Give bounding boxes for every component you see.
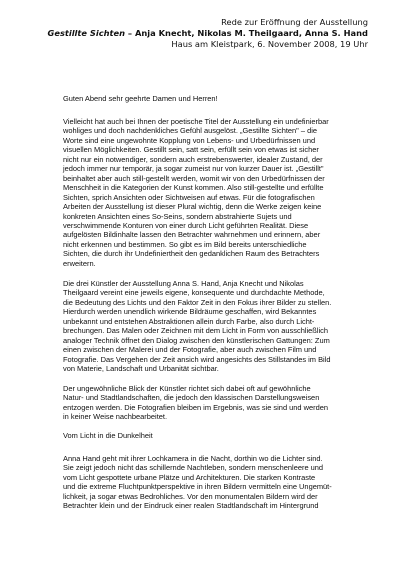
text-line: entzogen werden. Die Fotografien bleiben im Ergebnis, was sie sind und werden	[63, 402, 329, 412]
text-line: vom Licht gespottete urbane Plätze und Architekturen. Die starken Kontraste	[63, 472, 316, 482]
text-line: Anna Hand geht mit ihrer Lochkamera in die Nacht, dorthin wo die Lichter sind.	[63, 454, 323, 463]
text-line: Menschheit in die Kategorien der Kunst kommen. Also still-gestellte und erfüllte	[63, 183, 324, 193]
paragraph-artists	[63, 279, 369, 374]
text-line: aufgelösten Bildinhalte lassen den Betrachter wahrnehmen und erinnern, aber	[63, 230, 321, 240]
text-line: jedoch immer nur temporär, ja sogar zumeist nur von kurzer Dauer ist. „Gestillt"	[63, 164, 324, 174]
subheading-text: Vom Licht in die Dunkelheit	[63, 431, 153, 440]
header-occasion: Rede zur Eröffnung der Ausstellung	[221, 17, 368, 27]
greeting-text: Guten Abend sehr geehrte Damen und Herren!	[63, 94, 218, 103]
text-line: Sichten, sprich Ansichten oder Sichtweisen auf etwas. Für die fotografischen	[63, 192, 315, 202]
text-line: Vielleicht hat auch bei Ihnen der poetische Titel der Ausstellung ein undefinierbar	[63, 117, 329, 126]
greeting	[63, 94, 369, 103]
text-line: Natur- und Stadtlandschaften, die jedoch den klassischen Darstellungsweisen	[63, 393, 320, 403]
text-line: Die drei Künstler der Ausstellung Anna S. Hand, Anja Knecht und Nikolas	[63, 279, 304, 288]
text-line: die Bedeutung des Lichts und den Faktor Zeit in den Fokus ihrer Bilder zu stellen.	[63, 297, 332, 307]
text-line: Der ungewöhnliche Blick der Künstler richtet sich dabei oft auf gewöhnliche	[63, 384, 311, 393]
text-line: visuellen Möglichkeiten. Gestillt sein, satt sein, erfüllt sein von etwas ist sicher	[63, 145, 319, 155]
exhibition-artists: Anja Knecht, Nikolas M. Theilgaard, Anna S. Hand	[134, 28, 368, 38]
title-separator: –	[125, 28, 135, 38]
text-line: Betrachter klein und der Eindruck einer realen Stadtlandschaft im Hintergrund	[63, 501, 319, 511]
text-line: analoger Technik öffnet den Dialog zwischen den künstlerischen Gattungen: Zum	[63, 335, 330, 345]
text-line: nicht nur ein notwendiger, sondern auch erstrebenswerter, idealer Zustand, der	[63, 154, 323, 164]
paragraph-view	[63, 384, 369, 422]
text-line: Worte sind eine ungewohnte Kopplung von Lebens- und Urbedürfnissen und	[63, 135, 316, 145]
text-line: in keiner Weise nachbearbeitet.	[63, 412, 168, 422]
text-line: Theilgaard vereint eine jeweils eigene, konsequente und durchdachte Methode,	[63, 288, 325, 298]
text-line: erweitern.	[63, 258, 96, 268]
text-line: konkreten Ansichten eines So-Seins, sondern abstrahierte Sujets und	[63, 211, 292, 221]
text-line: verschwimmende Konturen von einer durch Licht geführten Realität. Diese	[63, 220, 309, 230]
paragraph-anna-hand	[63, 454, 369, 511]
document-header	[48, 17, 368, 50]
text-line: und die extreme Fluchtpunktperspektive in ihren Bildern vermitteln eine Ungemüt-	[63, 482, 332, 492]
text-line: unbekannt und entstehen Abstraktionen allein durch Farbe, also durch Licht-	[63, 316, 315, 326]
text-line: beinhaltet aber auch still-gestellt werden, womit wir von den Urbedürfnissen der	[63, 173, 325, 183]
text-line: Hierdurch werden unendlich wirkende Bildräume geschaffen, wird Bekanntes	[63, 307, 317, 317]
text-line: brechungen. Das Malen oder Zeichnen mit dem Licht in Form von ausschließlich	[63, 326, 328, 336]
text-line: wohliges und doch nachdenkliches Gefühl ausgelöst. „Gestillte Sichten" – die	[63, 126, 318, 136]
text-line: Arbeiten der Ausstellung ist dieser Plural wichtig, denn die Werke zeigen keine	[63, 202, 322, 212]
text-line: nicht erkennen und bestimmen. So gibt es im Bild bereits unterschiedliche	[63, 239, 307, 249]
section-heading	[63, 431, 369, 440]
text-line: von Materie, Landschaft und Urbanität sichtbar.	[63, 364, 219, 374]
header-venue-date: Haus am Kleistpark, 6. November 2008, 19 Uhr	[171, 39, 368, 49]
header-exhibition-line	[48, 28, 368, 39]
text-line: Sie zeigt jedoch nicht das schillernde Nachtleben, sondern menschenleere und	[63, 463, 324, 473]
exhibition-title: Gestillte Sichten	[47, 28, 126, 38]
text-line: Sichten, die durch ihr Undefiniertheit den gedanklichen Raum des Betrachters	[63, 249, 320, 259]
paragraph-intro	[63, 117, 369, 268]
text-line: Fotografie. Das Vergehen der Zeit ansich wird angesichts des Stillstandes im Bild	[63, 354, 331, 364]
text-line: lichkeit, ja sogar etwas Bedrohliches. Vor den monumentalen Bildern wird der	[63, 491, 318, 501]
text-line: einen zwischen der Malerei und der Fotografie, aber auch zwischen Film und	[63, 345, 317, 355]
